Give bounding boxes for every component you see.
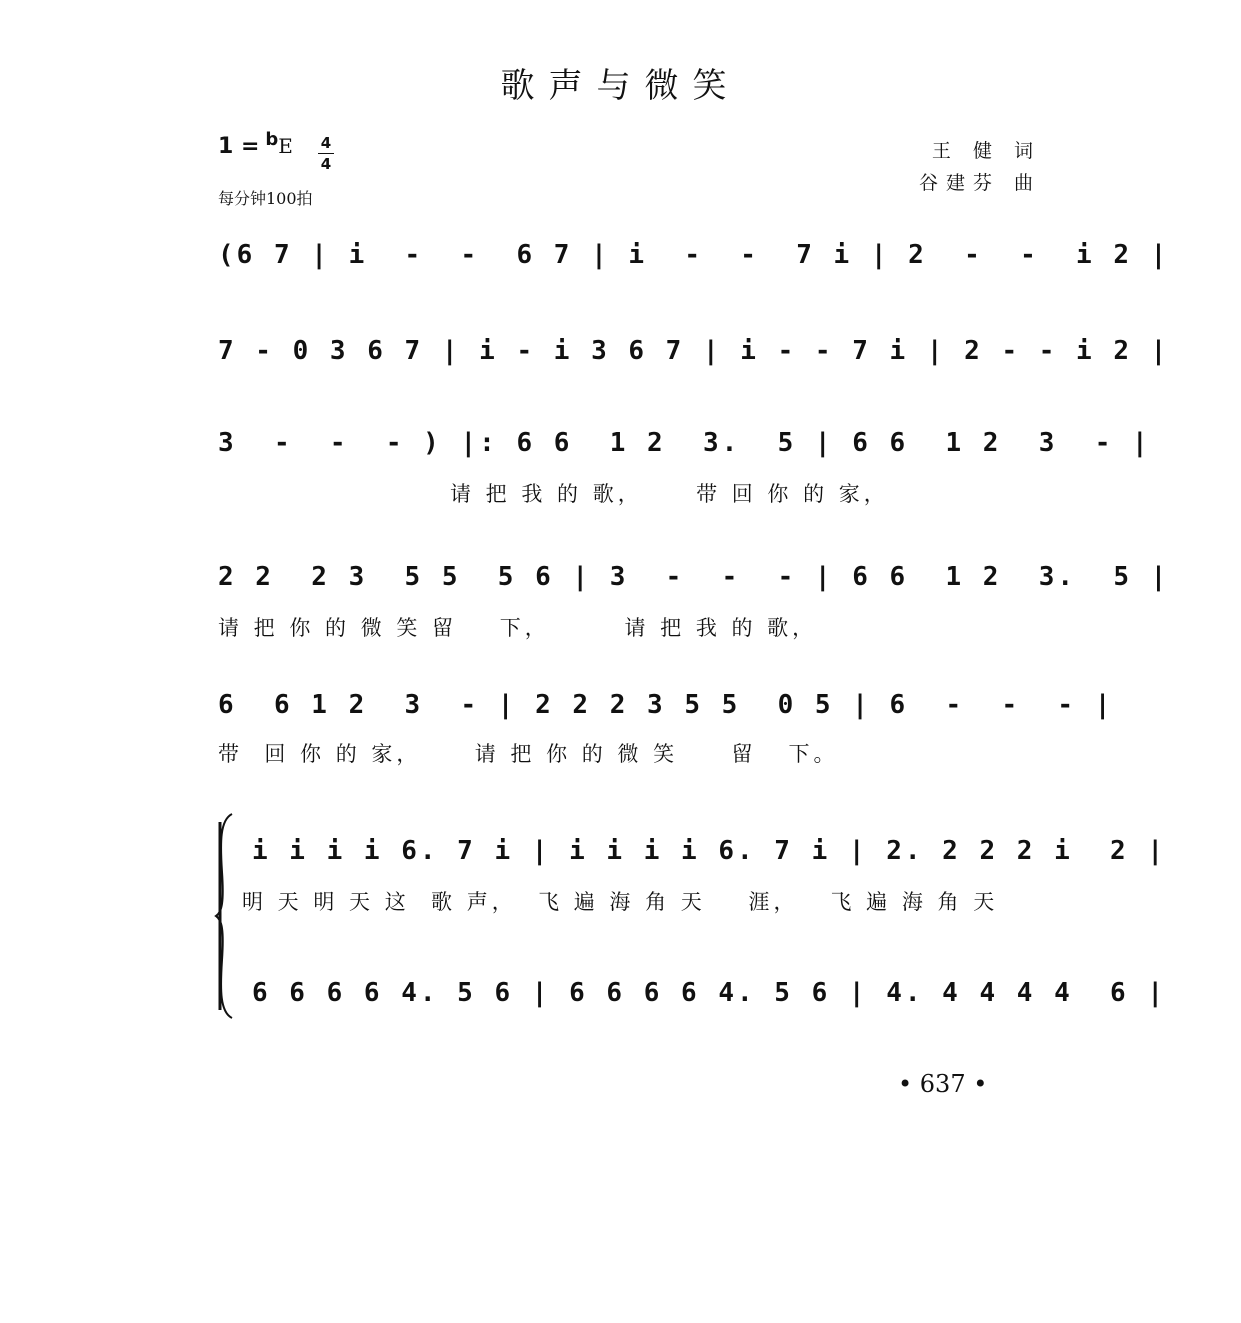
time-top: 4	[320, 134, 332, 152]
composer-credit: 谷建芬 曲	[918, 172, 1041, 194]
key-flat: b	[265, 129, 279, 150]
notes-row-1: (6 7 | i - - 6 7 | i - - 7 i | 2 - - i 2 |	[218, 240, 1170, 270]
notes-row-3: 3 - - - ) |: 6 6 1 2 3. 5 | 6 6 1 2 3 - |	[218, 428, 1151, 458]
score-row-7	[252, 978, 1167, 1018]
time-bottom: 4	[320, 155, 332, 173]
lyrics-row-3: 请 把 我 的 歌， 带 回 你 的 家，	[450, 482, 889, 506]
score-row-5	[218, 690, 1114, 770]
system-brace	[214, 812, 234, 1020]
notes-row-6: i i i i 6. 7 i | i i i i 6. 7 i | 2. 2 2 2 i 2 |	[252, 836, 1167, 866]
tempo-marking: 每分钟100拍	[218, 189, 313, 208]
notes-row-5: 6 6 1 2 3 - | 2 2 2 3 5 5 0 5 | 6 - - - |	[218, 690, 1114, 720]
notes-row-4: 2 2 2 3 5 5 5 6 | 3 - - - | 6 6 1 2 3. 5 |	[218, 562, 1170, 592]
song-title: 歌声与微笑	[500, 66, 741, 106]
score-row-3	[218, 428, 1151, 508]
key-note: E	[278, 134, 293, 158]
time-signature	[318, 134, 334, 173]
score-row-1	[218, 240, 1170, 280]
lyrics-row-6: 明 天 明 天 这 歌 声， 飞 遍 海 角 天 涯， 飞 遍 海 角 天	[242, 890, 999, 914]
lyrics-row-5: 带 回 你 的 家， 请 把 你 的 微 笑 留 下。	[218, 742, 839, 766]
score-row-6	[242, 836, 1167, 916]
notes-row-7: 6 6 6 6 4. 5 6 | 6 6 6 6 4. 5 6 | 4. 4 4 4 4 6 |	[252, 978, 1167, 1008]
lyrics-row-4: 请 把 你 的 微 笑 留 下， 请 把 我 的 歌，	[218, 616, 818, 640]
score-row-4	[218, 562, 1170, 642]
lyricist-credit: 王 健 词	[931, 140, 1041, 162]
score-row-2	[218, 336, 1170, 376]
key-prefix: 1 =	[218, 134, 260, 159]
page-number: • 637 •	[898, 1070, 988, 1098]
key-signature	[218, 129, 293, 159]
notes-row-2: 7 - 0 3 6 7 | i - i 3 6 7 | i - - 7 i | 2 - - i 2 |	[218, 336, 1170, 366]
